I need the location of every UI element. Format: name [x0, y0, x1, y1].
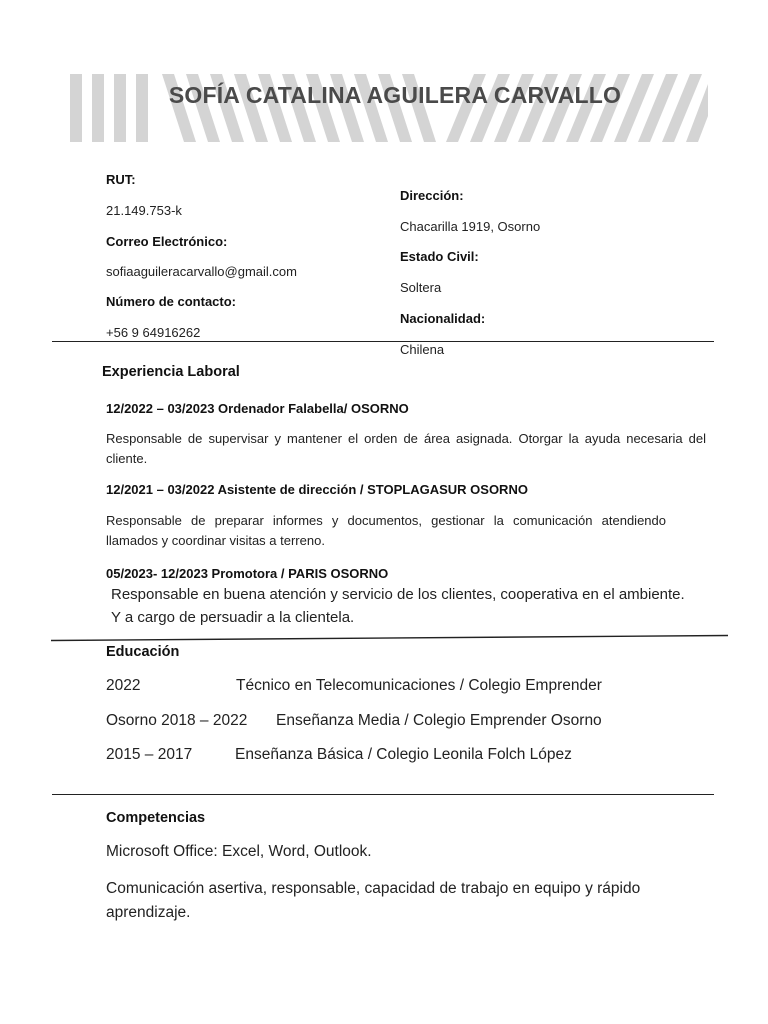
email-label: Correo Electrónico:: [106, 234, 228, 249]
email-value: sofiaaguileracarvallo@gmail.com: [106, 264, 297, 279]
skills-section-title: Competencias: [106, 810, 206, 826]
education-detail: Enseñanza Media / Colegio Emprender Osorno: [276, 712, 602, 729]
nationality-value: Chilena: [400, 342, 445, 357]
address-label: Dirección:: [400, 188, 464, 203]
civil-status-label: Estado Civil:: [400, 249, 479, 264]
skill-item: Comunicación asertiva, responsable, capacidad de trabajo en equipo y rápido aprendizaje.: [106, 880, 641, 921]
education-detail: Enseñanza Básica / Colegio Leonila Folch López: [235, 746, 572, 763]
job-description: Responsable de supervisar y mantener el orden de área asignada. Otorgar la ayuda necesaria del cliente.: [106, 431, 706, 466]
phone-label: Número de contacto:: [106, 294, 237, 309]
divider-line: [50, 634, 730, 642]
job-description: Responsable de preparar informes y documentos, gestionar la comunicación atendiendo llamados y coordinar visitas a terreno.: [106, 513, 666, 548]
civil-status-value: Soltera: [400, 280, 442, 295]
rut-label: RUT:: [106, 172, 136, 187]
job-heading: 05/2023- 12/2023 Promotora / PARIS OSORNO: [106, 566, 389, 581]
nationality-label: Nacionalidad:: [400, 311, 486, 326]
education-detail: Técnico en Telecomunicaciones / Colegio Emprender: [236, 677, 602, 694]
job-heading: 12/2022 – 03/2023 Ordenador Falabella/ OSORNO: [106, 401, 409, 416]
education-period: 2015 – 2017: [106, 746, 193, 763]
job-description-line: Responsable en buena atención y servicio de los clientes, cooperativa en el ambiente.: [111, 586, 685, 603]
skill-item: Microsoft Office: Excel, Word, Outlook.: [106, 843, 372, 860]
phone-value: +56 9 64916262: [106, 325, 201, 340]
address-value: Chacarilla 1919, Osorno: [400, 219, 541, 234]
divider-line: [52, 341, 714, 342]
job-heading: 12/2021 – 03/2022 Asistente de dirección / STOPLAGASUR OSORNO: [106, 482, 528, 497]
job-description-line: Y a cargo de persuadir a la clientela.: [111, 609, 355, 626]
education-period: 2022: [106, 677, 141, 694]
candidate-name: SOFÍA CATALINA AGUILERA CARVALLO: [168, 82, 622, 108]
divider-line: [52, 794, 714, 795]
rut-value: 21.149.753-k: [106, 203, 182, 218]
education-section-title: Educación: [106, 644, 180, 660]
experience-section-title: Experiencia Laboral: [102, 364, 240, 380]
education-period: Osorno 2018 – 2022: [106, 712, 248, 729]
